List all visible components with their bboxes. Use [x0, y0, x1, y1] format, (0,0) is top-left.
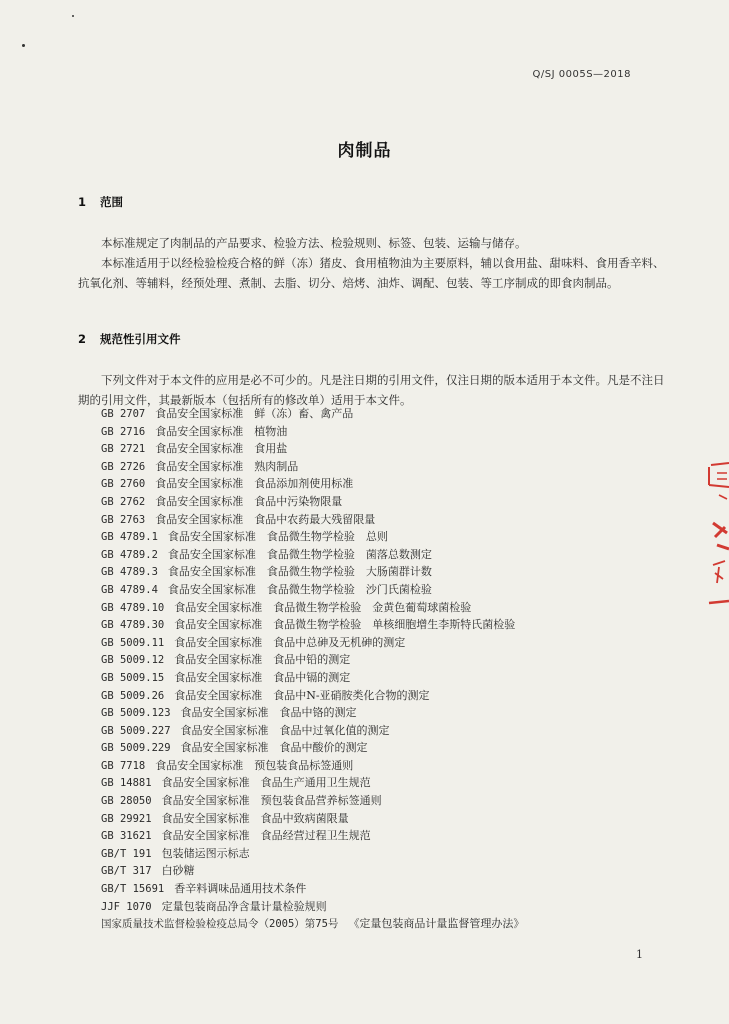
reference-title: 食品安全国家标准 食品中致病菌限量: [161, 811, 349, 825]
reference-item: [101, 475, 661, 493]
reference-item: [101, 405, 661, 423]
reference-title: 食品安全国家标准 食品中酸价的测定: [180, 741, 368, 755]
reference-code: GB 4789.10: [101, 601, 165, 614]
reference-item: [101, 739, 661, 757]
section-1-paragraph-2: 本标准适用于以经检验检疫合格的鲜（冻）猪皮、食用植物油为主要原料，辅以食用盐、甜味料、食用香辛料、抗氧化剂、等辅料，经预处理、煮制、去脂、切分、焙烤、油炸、调配、包装、等工序制成的即食肉制品。: [78, 256, 665, 290]
reference-item: [101, 634, 661, 652]
reference-code: GB 4789.4: [101, 583, 158, 596]
reference-item: [101, 898, 661, 916]
reference-title: 食品安全国家标准 预包装食品营养标签通则: [161, 794, 382, 808]
reference-title: 食品安全国家标准 食品中农药最大残留限量: [155, 512, 376, 526]
reference-title: 食品安全国家标准 预包装食品标签通则: [155, 758, 354, 772]
reference-code: GB 2762: [101, 495, 146, 508]
reference-title: 食品安全国家标准 食品中N-亚硝胺类化合物的测定: [174, 688, 430, 702]
reference-code: GB 2716: [101, 425, 146, 438]
reference-list: [101, 405, 661, 933]
reference-title: 食品安全国家标准 食品中铬的测定: [180, 706, 357, 720]
page-number: 1: [636, 948, 643, 961]
reference-code: GB 2707: [101, 408, 146, 420]
reference-code: GB 5009.123: [101, 707, 171, 720]
reference-item: [101, 528, 661, 546]
reference-item: [101, 687, 661, 705]
reference-item: [101, 651, 661, 669]
reference-item: [101, 757, 661, 775]
reference-code: GB/T 191: [101, 847, 152, 860]
scan-speck: [72, 15, 74, 17]
reference-title: 食品安全国家标准 食品经营过程卫生规范: [161, 829, 371, 843]
reference-title: 定量包装商品净含量计量检验规则: [161, 899, 327, 913]
reference-title: 食品安全国家标准 食品中铅的测定: [174, 653, 351, 667]
reference-title: 食品安全国家标准 食品中镉的测定: [174, 670, 351, 684]
reference-title: 食品安全国家标准 食品微生物学检验 总则: [167, 530, 388, 544]
reference-title: 食品安全国家标准 鲜（冻）畜、禽产品: [155, 407, 354, 420]
reference-item: [101, 722, 661, 740]
reference-title: 食品安全国家标准 食品中污染物限量: [155, 494, 343, 508]
reference-code: GB/T 15691: [101, 883, 165, 896]
reference-item: [101, 581, 661, 599]
reference-code: GB 2726: [101, 460, 146, 473]
reference-item: [101, 423, 661, 441]
reference-title: 食品安全国家标准 食品添加剂使用标准: [155, 477, 354, 491]
reference-title: 白砂糖: [161, 864, 195, 878]
reference-title: 包装储运图示标志: [161, 846, 250, 860]
reference-item: [101, 774, 661, 792]
reference-item: [101, 792, 661, 810]
reference-item: [101, 616, 661, 634]
reference-code: GB 28050: [101, 795, 152, 808]
reference-code: GB 4789.2: [101, 548, 158, 561]
reference-code: GB 4789.30: [101, 619, 165, 632]
reference-code: GB 2760: [101, 478, 146, 491]
reference-code: GB 5009.11: [101, 636, 165, 649]
reference-title: 食品安全国家标准 食品中过氧化值的测定: [180, 723, 390, 737]
reference-title: 食品安全国家标准 食品中总砷及无机砷的测定: [174, 635, 406, 649]
section-title: 范围: [100, 195, 123, 209]
reference-code: GB 14881: [101, 777, 152, 790]
reference-item: [101, 440, 661, 458]
reference-code: GB 5009.26: [101, 689, 165, 702]
reference-title: 食品安全国家标准 食用盐: [155, 442, 288, 456]
scan-speck: [22, 44, 25, 47]
reference-title: 食品安全国家标准 食品微生物学检验 大肠菌群计数: [167, 565, 432, 579]
reference-code: GB 31621: [101, 830, 152, 843]
document-code: Q/SJ 0005S—2018: [532, 69, 631, 80]
reference-title: 食品安全国家标准 食品生产通用卫生规范: [161, 776, 371, 790]
reference-code: JJF 1070: [101, 900, 152, 913]
reference-item: [101, 880, 661, 898]
reference-code: GB 29921: [101, 812, 152, 825]
section-number: 2: [78, 332, 87, 346]
reference-code: GB 2721: [101, 443, 146, 456]
reference-code: 国家质量技术监督检验检疫总局令（2005）第75号: [101, 918, 339, 931]
document-title: 肉制品: [337, 141, 392, 161]
reference-item: [101, 493, 661, 511]
reference-title: 《定量包装商品计量监督管理办法》: [348, 917, 525, 931]
section-title: 规范性引用文件: [100, 332, 181, 346]
reference-code: GB 5009.229: [101, 742, 171, 755]
reference-title: 食品安全国家标准 熟肉制品: [155, 459, 299, 473]
reference-code: GB/T 317: [101, 865, 152, 878]
reference-code: GB 5009.227: [101, 724, 171, 737]
section-1-heading: [78, 194, 123, 210]
reference-title: 食品安全国家标准 食品微生物学检验 菌落总数测定: [167, 547, 432, 561]
reference-title: 食品安全国家标准 食品微生物学检验 单核细胞增生李斯特氏菌检验: [174, 618, 516, 632]
reference-item: [101, 915, 661, 933]
section-1-paragraph-1: 本标准规定了肉制品的产品要求、检验方法、检验规则、标签、包装、运输与储存。: [101, 236, 527, 250]
red-seal-stamp: [703, 455, 729, 615]
reference-item: [101, 563, 661, 581]
section-number: 1: [78, 195, 87, 209]
reference-item: [101, 862, 661, 880]
reference-item: [101, 704, 661, 722]
reference-title: 食品安全国家标准 植物油: [155, 424, 288, 438]
reference-code: GB 2763: [101, 513, 146, 526]
section-2-heading: [78, 331, 181, 347]
reference-code: GB 4789.1: [101, 531, 158, 544]
reference-item: [101, 810, 661, 828]
reference-item: [101, 546, 661, 564]
reference-title: 食品安全国家标准 食品微生物学检验 沙门氏菌检验: [167, 582, 432, 596]
reference-code: GB 7718: [101, 759, 146, 772]
reference-code: GB 5009.12: [101, 654, 165, 667]
reference-code: GB 5009.15: [101, 671, 165, 684]
reference-title: 香辛料调味品通用技术条件: [174, 882, 307, 896]
reference-item: [101, 669, 661, 687]
reference-item: [101, 845, 661, 863]
reference-code: GB 4789.3: [101, 566, 158, 579]
reference-title: 食品安全国家标准 食品微生物学检验 金黄色葡萄球菌检验: [174, 600, 472, 614]
reference-item: [101, 827, 661, 845]
reference-item: [101, 599, 661, 617]
reference-item: [101, 458, 661, 476]
reference-item: [101, 511, 661, 529]
section-2-paragraph-1: 下列文件对于本文件的应用是必不可少的。凡是注日期的引用文件，仅注日期的版本适用于本文件。凡是不注日期的引用文件，其最新版本（包括所有的修改单）适用于本文件。: [78, 373, 665, 407]
